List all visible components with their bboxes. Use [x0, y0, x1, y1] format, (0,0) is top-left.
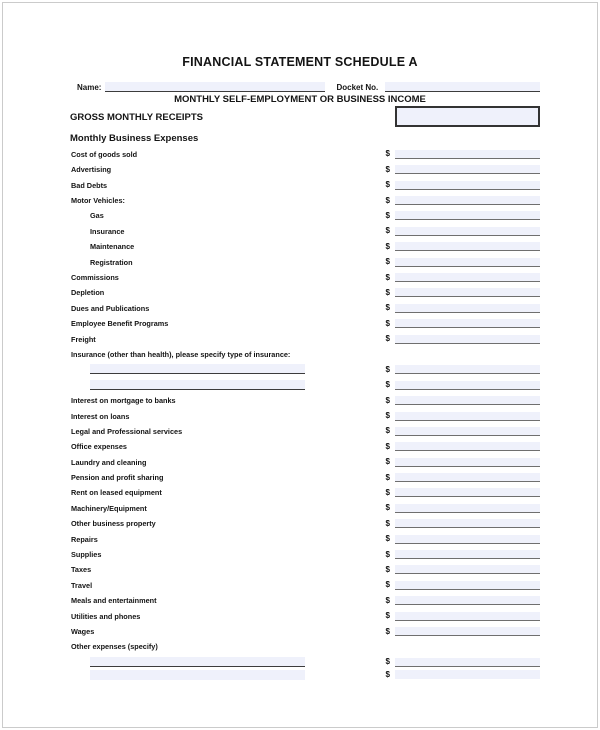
- amount-input[interactable]: [395, 181, 540, 190]
- expense-label: Interest on loans: [71, 411, 130, 421]
- amount-cell: [386, 396, 540, 405]
- amount-input[interactable]: [395, 550, 540, 559]
- amount-input[interactable]: [395, 211, 540, 220]
- expense-label: Travel: [71, 580, 93, 590]
- section-subtitle: MONTHLY SELF-EMPLOYMENT OR BUSINESS INCOME: [174, 94, 426, 105]
- expense-row: [0, 563, 600, 578]
- amount-cell: [386, 519, 540, 528]
- dollar-sign: $: [385, 670, 390, 679]
- expense-rows-list: [0, 147, 600, 682]
- amount-input[interactable]: [395, 427, 540, 436]
- amount-cell: [386, 488, 540, 497]
- expense-row: [0, 178, 600, 193]
- specify-input[interactable]: [90, 380, 305, 390]
- expense-row: [0, 239, 600, 254]
- amount-cell: [386, 550, 540, 559]
- dollar-sign: $: [385, 164, 390, 174]
- expense-row: [0, 224, 600, 239]
- expense-row: [0, 609, 600, 624]
- amount-input[interactable]: [395, 258, 540, 267]
- expense-label: Registration: [90, 257, 133, 267]
- amount-cell: [386, 165, 540, 174]
- amount-cell: [386, 150, 540, 159]
- amount-cell: [386, 227, 540, 236]
- amount-input[interactable]: [395, 442, 540, 451]
- expense-label: Gas: [90, 211, 104, 221]
- expense-label: Office expenses: [71, 442, 127, 452]
- amount-cell: [386, 288, 540, 297]
- expense-label: Insurance: [90, 226, 125, 236]
- amount-cell: [386, 319, 540, 328]
- expense-row: [0, 516, 600, 531]
- expense-label: Laundry and cleaning: [71, 457, 147, 467]
- expense-row: [0, 147, 600, 162]
- form-title: FINANCIAL STATEMENT SCHEDULE A: [182, 55, 418, 69]
- amount-cell: [386, 473, 540, 482]
- dollar-sign: $: [385, 149, 390, 159]
- dollar-sign: $: [385, 487, 390, 497]
- amount-cell: [386, 412, 540, 421]
- expense-label: Utilities and phones: [71, 611, 141, 621]
- dollar-sign: $: [385, 334, 390, 344]
- expense-row: [0, 439, 600, 454]
- dollar-sign: $: [385, 657, 390, 667]
- expense-row: [0, 393, 600, 408]
- expense-label: Insurance (other than health), please specify type of insurance:: [71, 349, 291, 359]
- expense-row: [0, 316, 600, 331]
- dollar-sign: $: [385, 272, 390, 282]
- expense-label: Maintenance: [90, 242, 135, 252]
- amount-cell: [386, 258, 540, 267]
- amount-input[interactable]: [395, 150, 540, 159]
- expense-section-row: [0, 640, 600, 655]
- amount-input[interactable]: [395, 488, 540, 497]
- amount-cell: [386, 365, 540, 374]
- expense-label: Dues and Publications: [71, 303, 150, 313]
- dollar-sign: $: [385, 534, 390, 544]
- expense-label: Interest on mortgage to banks: [71, 396, 176, 406]
- dollar-sign: $: [385, 518, 390, 528]
- specify-input[interactable]: [90, 670, 305, 680]
- dollar-sign: $: [385, 210, 390, 220]
- expense-label: Depletion: [71, 288, 105, 298]
- amount-input[interactable]: [395, 670, 540, 679]
- amount-input[interactable]: [395, 504, 540, 513]
- amount-cell: [386, 381, 540, 390]
- dollar-sign: $: [385, 441, 390, 451]
- amount-cell: [386, 458, 540, 467]
- expense-label: Commissions: [71, 273, 119, 283]
- expense-label: Other expenses (specify): [71, 642, 158, 652]
- amount-cell: [386, 504, 540, 513]
- dollar-sign: $: [385, 241, 390, 251]
- amount-input[interactable]: [395, 273, 540, 282]
- dollar-sign: $: [385, 564, 390, 574]
- dollar-sign: $: [385, 595, 390, 605]
- name-input[interactable]: [105, 82, 325, 92]
- expense-label: Advertising: [71, 165, 112, 175]
- gross-monthly-receipts-label: GROSS MONTHLY RECEIPTS: [70, 112, 204, 123]
- dollar-sign: $: [385, 472, 390, 482]
- expense-row: [0, 455, 600, 470]
- expense-label: Motor Vehicles:: [71, 196, 125, 206]
- amount-cell: [386, 581, 540, 590]
- amount-input[interactable]: [395, 319, 540, 328]
- specify-cell: [71, 670, 386, 680]
- amount-input[interactable]: [395, 581, 540, 590]
- specify-cell: [71, 380, 386, 390]
- amount-input[interactable]: [395, 196, 540, 205]
- specify-input[interactable]: [90, 364, 305, 374]
- header-fields-row: [77, 80, 540, 92]
- dollar-sign: $: [385, 195, 390, 205]
- name-label: Name:: [77, 83, 102, 92]
- amount-input[interactable]: [395, 412, 540, 421]
- expense-label: Repairs: [71, 534, 98, 544]
- amount-cell: [386, 196, 540, 205]
- amount-input[interactable]: [395, 596, 540, 605]
- expense-specify-row: [0, 378, 600, 393]
- dollar-sign: $: [385, 364, 390, 374]
- expense-row: [0, 486, 600, 501]
- amount-input[interactable]: [395, 535, 540, 544]
- amount-cell: [386, 596, 540, 605]
- amount-cell: [386, 627, 540, 636]
- amount-cell: [386, 181, 540, 190]
- expense-label: Rent on leased equipment: [71, 488, 162, 498]
- expense-label: Other business property: [71, 519, 156, 529]
- amount-cell: [386, 658, 540, 667]
- specify-input[interactable]: [90, 657, 305, 667]
- dollar-sign: $: [385, 549, 390, 559]
- expense-row: [0, 255, 600, 270]
- amount-cell: [386, 211, 540, 220]
- amount-input[interactable]: [395, 612, 540, 621]
- amount-cell: [386, 427, 540, 436]
- expense-label: Cost of goods sold: [71, 149, 138, 159]
- amount-cell: [386, 304, 540, 313]
- dollar-sign: $: [385, 257, 390, 267]
- expense-specify-row: [0, 670, 600, 682]
- amount-cell: [386, 242, 540, 251]
- docket-number-label: Docket No.: [336, 83, 379, 92]
- amount-input[interactable]: [395, 519, 540, 528]
- expense-row: [0, 624, 600, 639]
- dollar-sign: $: [385, 180, 390, 190]
- amount-input[interactable]: [395, 304, 540, 313]
- dollar-sign: $: [385, 457, 390, 467]
- dollar-sign: $: [385, 318, 390, 328]
- expense-label: Meals and entertainment: [71, 596, 157, 606]
- expense-label: Taxes: [71, 565, 92, 575]
- expense-row: [0, 332, 600, 347]
- amount-cell: [386, 670, 540, 679]
- expense-label: Legal and Professional services: [71, 426, 183, 436]
- expense-section-row: [0, 347, 600, 362]
- amount-cell: [386, 442, 540, 451]
- dollar-sign: $: [385, 287, 390, 297]
- expense-row: [0, 301, 600, 316]
- amount-input[interactable]: [395, 458, 540, 467]
- expense-row: [0, 501, 600, 516]
- expense-row: [0, 270, 600, 285]
- expense-label: Wages: [71, 627, 95, 636]
- dollar-sign: $: [385, 411, 390, 421]
- dollar-sign: $: [385, 503, 390, 513]
- docket-number-input[interactable]: [385, 82, 540, 92]
- gross-monthly-receipts-input[interactable]: [395, 106, 540, 127]
- monthly-business-expenses-heading: Monthly Business Expenses: [70, 133, 199, 144]
- expense-row: [0, 578, 600, 593]
- expense-row: [0, 409, 600, 424]
- expense-label: Pension and profit sharing: [71, 473, 164, 483]
- amount-cell: [386, 273, 540, 282]
- dollar-sign: $: [385, 426, 390, 436]
- amount-input[interactable]: [395, 565, 540, 574]
- expense-row: [0, 593, 600, 608]
- expense-row: [0, 193, 600, 208]
- amount-cell: [386, 535, 540, 544]
- expense-label: Machinery/Equipment: [71, 503, 147, 513]
- dollar-sign: $: [385, 226, 390, 236]
- dollar-sign: $: [385, 380, 390, 390]
- specify-cell: [71, 657, 386, 667]
- dollar-sign: $: [385, 303, 390, 313]
- expense-row: [0, 209, 600, 224]
- expense-row: [0, 286, 600, 301]
- expense-label: Bad Debts: [71, 180, 108, 190]
- amount-cell: [386, 612, 540, 621]
- amount-input[interactable]: [395, 288, 540, 297]
- dollar-sign: $: [385, 611, 390, 621]
- expense-label: Employee Benefit Programs: [71, 319, 169, 329]
- expense-label: Supplies: [71, 550, 102, 560]
- amount-input[interactable]: [395, 365, 540, 374]
- expense-row: [0, 470, 600, 485]
- dollar-sign: $: [385, 395, 390, 405]
- amount-input[interactable]: [395, 396, 540, 405]
- amount-input[interactable]: [395, 473, 540, 482]
- amount-cell: [386, 565, 540, 574]
- amount-input[interactable]: [395, 242, 540, 251]
- expense-label: Freight: [71, 334, 96, 344]
- expense-row: [0, 424, 600, 439]
- amount-input[interactable]: [395, 627, 540, 636]
- amount-input[interactable]: [395, 165, 540, 174]
- amount-input[interactable]: [395, 335, 540, 344]
- amount-input[interactable]: [395, 658, 540, 667]
- expense-row: [0, 532, 600, 547]
- expense-specify-row: [0, 362, 600, 377]
- amount-input[interactable]: [395, 227, 540, 236]
- expense-specify-row: [0, 655, 600, 670]
- amount-cell: [386, 335, 540, 344]
- amount-input[interactable]: [395, 381, 540, 390]
- expense-row: [0, 547, 600, 562]
- expense-row: [0, 162, 600, 177]
- specify-cell: [71, 364, 386, 374]
- dollar-sign: $: [385, 580, 390, 590]
- dollar-sign: $: [385, 626, 390, 636]
